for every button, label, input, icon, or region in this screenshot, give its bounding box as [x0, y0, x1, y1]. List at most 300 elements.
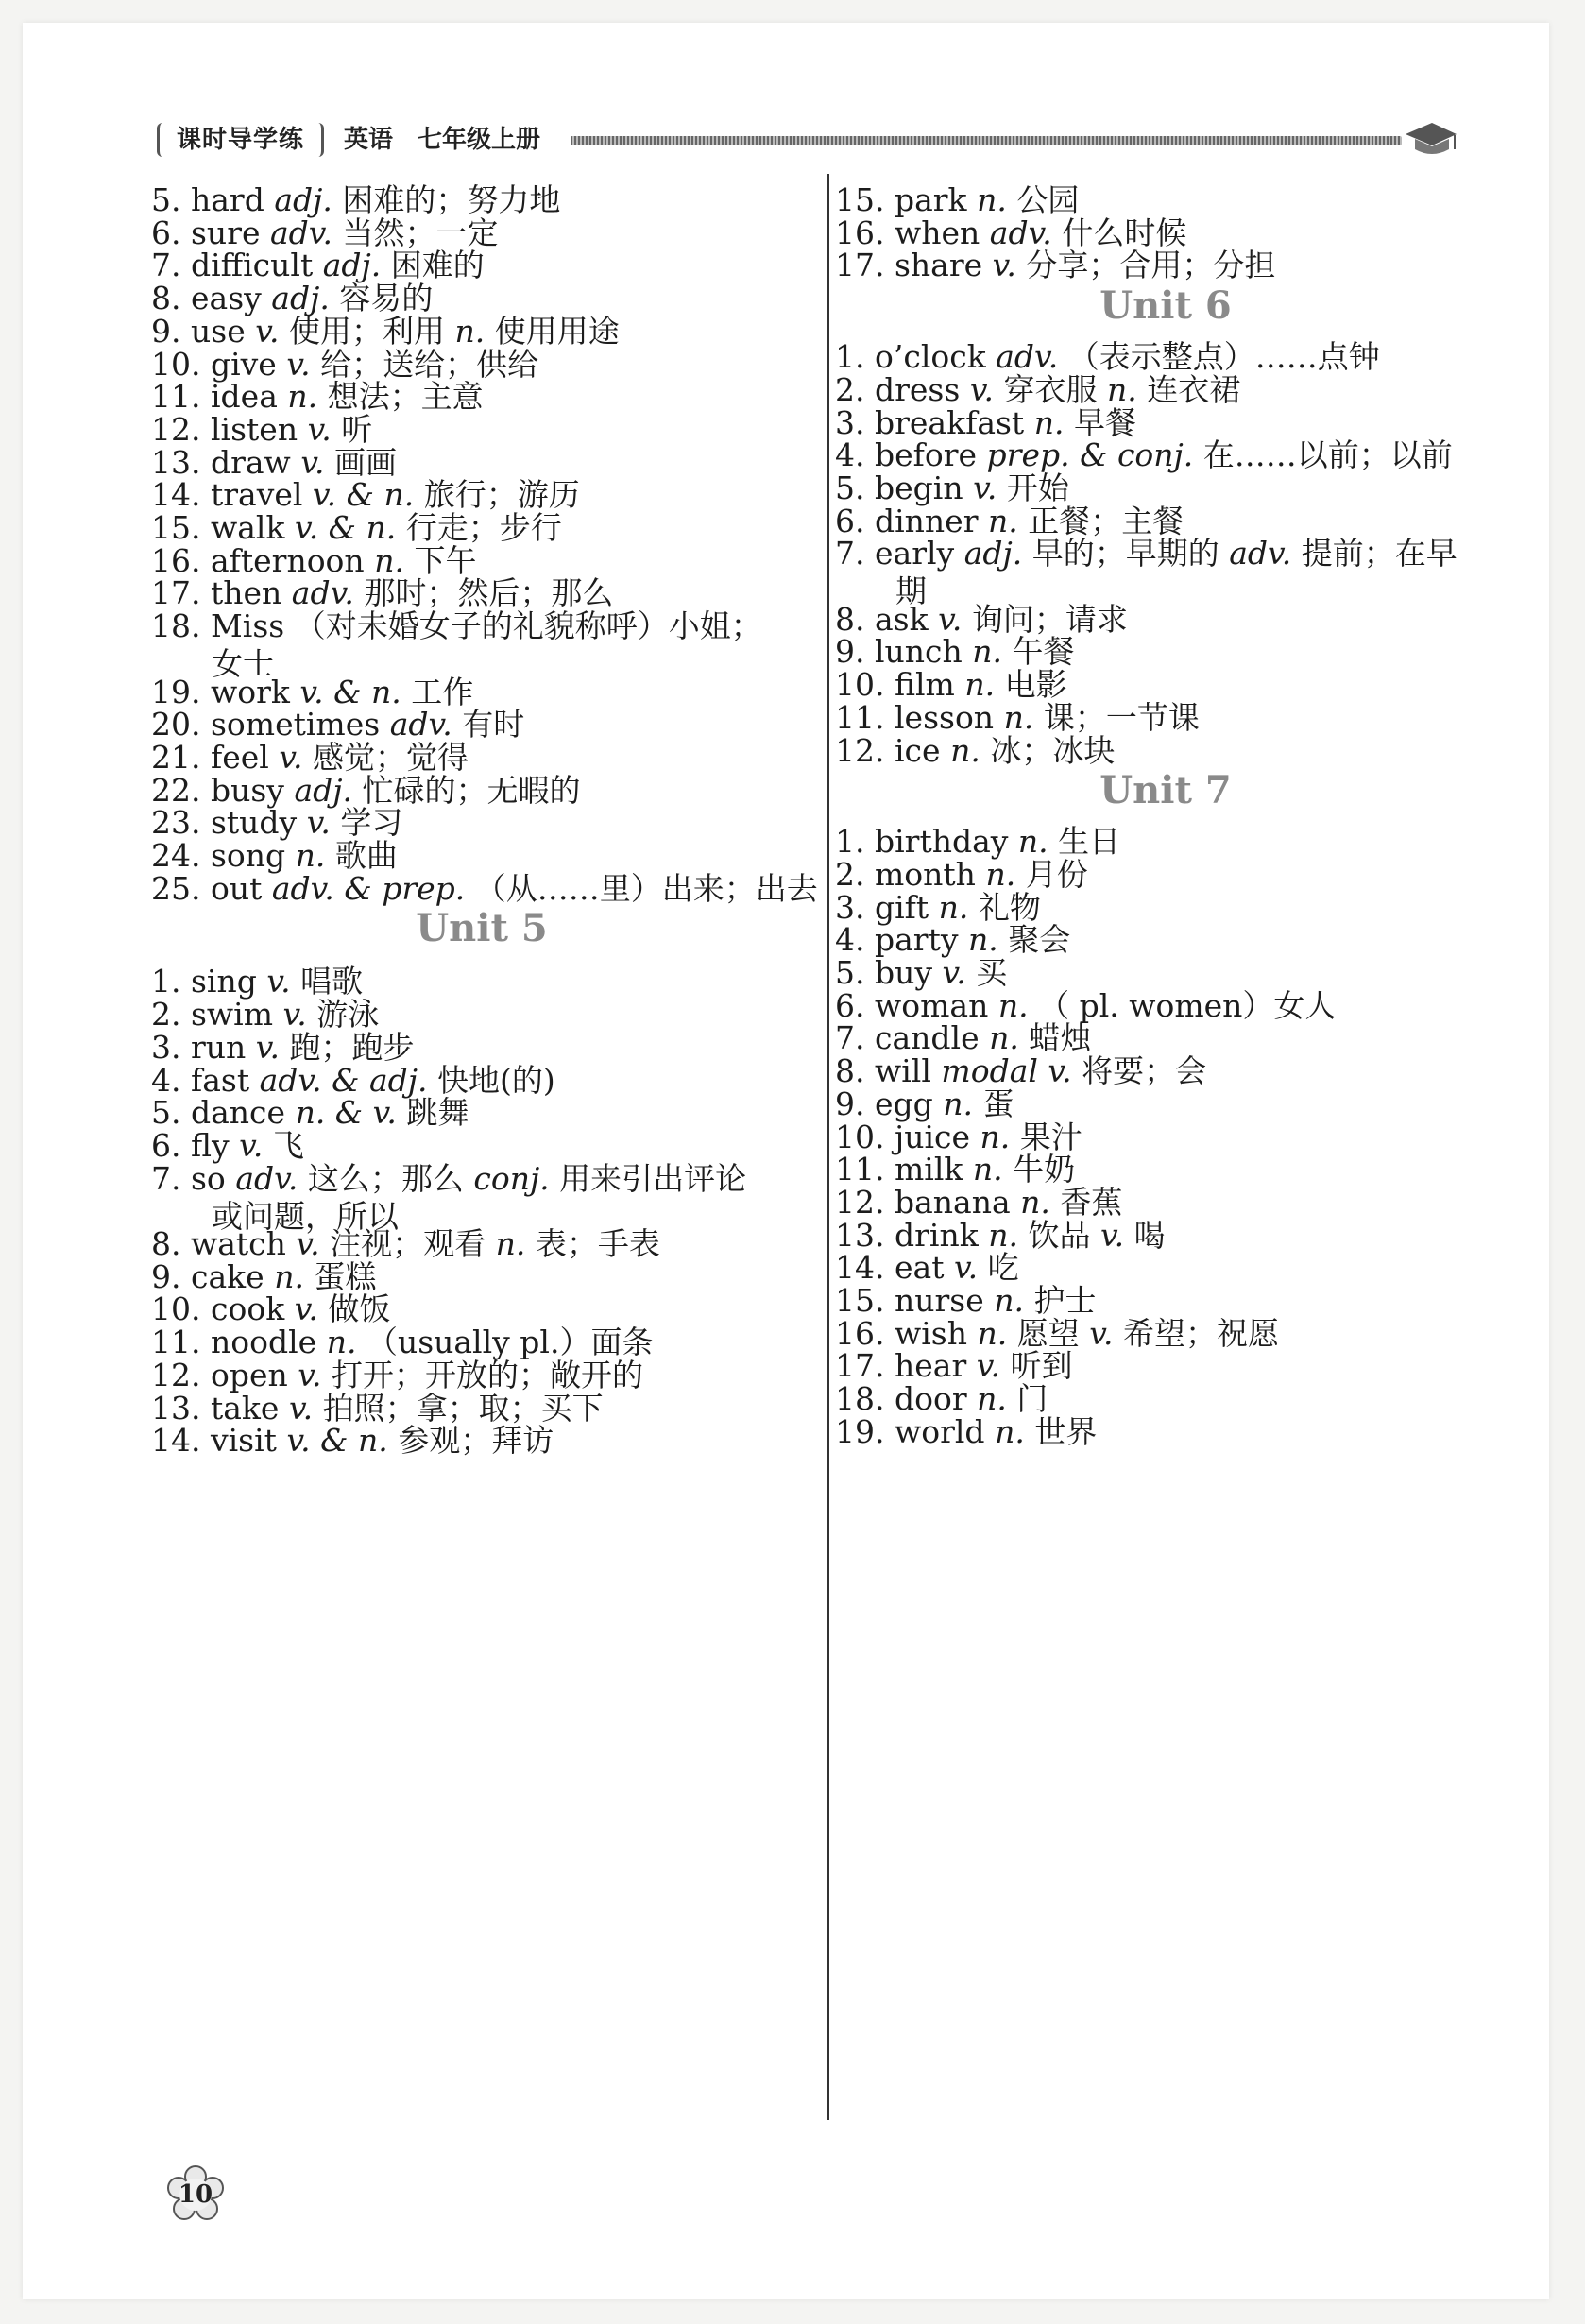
part-of-speech: v.	[942, 954, 966, 991]
entry-definition: 下午	[414, 541, 477, 579]
entry-word: early	[875, 535, 955, 572]
part-of-speech: n.	[972, 1151, 1003, 1188]
entry-word: when	[894, 214, 980, 251]
entry-word: fly	[191, 1126, 230, 1164]
entry-number: 12.	[151, 1356, 201, 1393]
entry-number: 10.	[835, 1118, 885, 1155]
entry-definition: （ pl. women）女人	[1038, 986, 1337, 1024]
entry-definition: 注视；观看	[330, 1225, 486, 1262]
part-of-speech: v.	[973, 469, 997, 506]
entry-number: 16.	[835, 214, 885, 251]
entry-definition: 什么时候	[1062, 214, 1187, 251]
entry-word: walk	[210, 509, 285, 546]
entry-definition: 公园	[1016, 181, 1080, 218]
part-of-speech: adv.	[989, 214, 1052, 251]
entry-number: 12.	[151, 410, 201, 448]
part-of-speech: n.	[1003, 698, 1034, 736]
part-of-speech: n.	[977, 181, 1007, 218]
part-of-speech: v. & n.	[294, 509, 397, 546]
part-of-speech: n.	[274, 1257, 304, 1295]
entry-definition: 开始	[1006, 469, 1069, 506]
entry-word: world	[894, 1412, 985, 1450]
entry-definition: 那时；然后；那么	[364, 574, 614, 612]
entry-word: banana	[894, 1183, 1011, 1221]
entry-definition: 有时	[462, 706, 525, 743]
entry-number: 2.	[151, 996, 181, 1034]
part-of-speech: n.	[1033, 403, 1065, 441]
entry-word: drink	[894, 1216, 979, 1254]
entry-word: use	[191, 312, 246, 350]
entry-word: ice	[894, 731, 941, 769]
header-rule	[571, 136, 1402, 145]
entry-definition: 聚会	[1008, 921, 1071, 959]
entry-word: cake	[191, 1257, 264, 1295]
entry-number: 14.	[151, 1422, 201, 1460]
part-of-speech: n.	[985, 855, 1016, 893]
part-of-speech-2: conj.	[473, 1159, 550, 1197]
entry-definition: 午餐	[1012, 633, 1075, 671]
entry-definition-2: 使用用途	[494, 312, 620, 350]
entry-number: 8.	[835, 600, 865, 638]
entry-definition: 听	[341, 410, 373, 448]
entry-word: easy	[191, 280, 262, 317]
page-header	[144, 110, 1475, 166]
entry-word: sing	[191, 963, 257, 1000]
entry-word: dress	[875, 370, 961, 408]
entry-word: afternoon	[210, 541, 365, 579]
entry-number: 10.	[151, 345, 201, 383]
entry-word: film	[894, 666, 955, 704]
entry-word: nurse	[894, 1282, 984, 1319]
entry-definition: 感觉；觉得	[313, 738, 469, 776]
entry-definition-2: 希望；祝愿	[1122, 1314, 1279, 1352]
entry-definition: 蛋糕	[314, 1257, 377, 1295]
entry-definition: 门	[1016, 1380, 1048, 1418]
page	[23, 23, 1549, 2299]
entry-definition: 课；一节课	[1043, 698, 1200, 736]
part-of-speech: n.	[977, 1314, 1008, 1352]
entry-definition: 将要；会	[1082, 1052, 1207, 1090]
entry-word: lunch	[875, 633, 963, 671]
entry-number: 23.	[151, 804, 201, 842]
part-of-speech: v.	[296, 1225, 320, 1262]
entry-definition-2: 表；手表	[535, 1225, 660, 1262]
part-of-speech: n.	[1017, 823, 1048, 861]
entry-number: 11.	[151, 1324, 201, 1361]
series-title: 课时导学练	[157, 123, 324, 157]
entry-word: give	[210, 345, 277, 383]
entry-number: 11.	[835, 698, 885, 736]
part-of-speech: v.	[282, 996, 307, 1034]
entry-word: then	[210, 574, 282, 612]
entry-definition-2: 喝	[1133, 1216, 1166, 1254]
entry-number: 17.	[151, 574, 201, 612]
part-of-speech: v.	[288, 1389, 314, 1427]
entry-continuation: 女士	[212, 645, 274, 683]
entry-word: wish	[894, 1314, 967, 1352]
entry-definition: 忙碌的；无暇的	[362, 771, 581, 809]
part-of-speech: adj.	[963, 535, 1023, 572]
entry-definition: 询问；请求	[971, 600, 1128, 638]
entry-number: 15.	[835, 181, 885, 218]
entry-number: 10.	[151, 1290, 201, 1328]
entry-word: work	[210, 673, 290, 710]
entry-word: milk	[894, 1151, 963, 1188]
entry-definition: 飞	[272, 1126, 304, 1164]
entry-word: sure	[191, 214, 261, 251]
entry-word: difficult	[191, 247, 314, 284]
entry-number: 7.	[151, 1159, 181, 1197]
entry-word: run	[191, 1028, 247, 1066]
entry-number: 9.	[151, 312, 181, 350]
entry-number: 2.	[835, 855, 865, 893]
part-of-speech-2: n.	[495, 1225, 526, 1262]
entry-definition: 在……以前；以前	[1202, 436, 1453, 474]
part-of-speech: adj.	[271, 280, 330, 317]
entry-number: 9.	[835, 1085, 865, 1122]
entry-word: gift	[875, 888, 929, 926]
part-of-speech: adv.	[291, 574, 354, 612]
page-number-badge	[166, 2165, 225, 2224]
entry-definition: 跳舞	[406, 1094, 469, 1132]
entry-number: 7.	[835, 535, 865, 572]
entry-definition: 电影	[1004, 666, 1067, 704]
part-of-speech: v.	[953, 1249, 979, 1287]
entry-number: 5.	[151, 181, 181, 218]
entry-number: 13.	[151, 1389, 201, 1427]
entry-definition: 旅行；游历	[423, 476, 580, 514]
entry-word: party	[875, 921, 959, 959]
entry-number: 20.	[151, 706, 201, 743]
entry-definition: 听到	[1010, 1347, 1073, 1385]
part-of-speech: v.	[938, 600, 963, 638]
entry-definition: （从……里）出来；出去	[474, 869, 818, 907]
part-of-speech: n.	[997, 986, 1029, 1024]
entry-word: o’clock	[875, 338, 986, 376]
entry-word: ask	[875, 600, 929, 638]
entry-number: 16.	[151, 541, 201, 579]
entry-continuation: 期	[895, 572, 927, 610]
part-of-speech: n.	[980, 1118, 1011, 1155]
entry-number: 14.	[151, 476, 201, 514]
entry-definition: 月份	[1025, 855, 1088, 893]
entry-word: so	[191, 1159, 226, 1197]
column-divider	[827, 174, 829, 2120]
entry-definition: 拍照；拿；取；买下	[322, 1389, 604, 1427]
graduation-cap-icon	[1402, 117, 1458, 159]
part-of-speech: adj.	[274, 181, 332, 218]
part-of-speech: n.	[943, 1085, 974, 1122]
entry-definition: 蛋	[982, 1085, 1014, 1122]
entry-definition: 早餐	[1073, 403, 1136, 441]
part-of-speech: v.	[298, 1356, 322, 1393]
entry-number: 12.	[835, 731, 885, 769]
part-of-speech: v.	[266, 963, 291, 1000]
entry-number: 16.	[835, 1314, 885, 1352]
entry-word: song	[210, 837, 286, 874]
entry-word: busy	[210, 771, 284, 809]
entry-number: 8.	[151, 1225, 181, 1262]
entry-definition: 世界	[1034, 1412, 1098, 1450]
vocab-entry	[835, 535, 1457, 610]
part-of-speech: v.	[239, 1126, 264, 1164]
part-of-speech-2: n.	[1107, 370, 1137, 408]
part-of-speech: v. & n.	[312, 476, 415, 514]
part-of-speech: v.	[306, 804, 331, 842]
part-of-speech: adj.	[294, 771, 352, 809]
vocab-entry	[151, 607, 762, 683]
entry-word: watch	[191, 1225, 286, 1262]
entry-word: dinner	[875, 502, 979, 539]
entry-word: egg	[875, 1085, 933, 1122]
entry-word: out	[210, 869, 263, 907]
entry-number: 10.	[835, 666, 885, 704]
unit-heading: Unit 5	[416, 906, 548, 951]
part-of-speech: n.	[1020, 1183, 1050, 1221]
entry-number: 9.	[835, 633, 865, 671]
entry-word: draw	[210, 443, 291, 481]
part-of-speech-2: v.	[1089, 1314, 1114, 1352]
entry-word: listen	[210, 410, 298, 448]
entry-definition: 牛奶	[1013, 1151, 1076, 1188]
part-of-speech: v.	[992, 247, 1016, 284]
entry-definition: 快地(的)	[436, 1061, 555, 1099]
part-of-speech: n.	[977, 1380, 1007, 1418]
part-of-speech: n.	[964, 666, 996, 704]
entry-definition: 想法；主意	[327, 378, 484, 416]
unit-heading: Unit 7	[1099, 768, 1232, 813]
entry-definition: （对未婚女子的礼貌称呼）小姐；	[294, 607, 762, 645]
entry-word: idea	[210, 378, 278, 416]
entry-definition: 学习	[340, 804, 403, 842]
entry-definition: 歌曲	[334, 837, 398, 874]
entry-definition: 吃	[987, 1249, 1019, 1287]
entry-number: 6.	[151, 1126, 181, 1164]
part-of-speech: v.	[279, 738, 303, 776]
entry-word: cook	[210, 1290, 285, 1328]
entry-number: 18.	[151, 607, 201, 645]
part-of-speech-2: n.	[454, 312, 486, 350]
entry-word: dance	[191, 1094, 286, 1132]
part-of-speech: adv.	[996, 338, 1059, 376]
entry-definition: 工作	[411, 673, 474, 710]
entry-word: sometimes	[210, 706, 381, 743]
entry-number: 24.	[151, 837, 201, 874]
entry-word: month	[875, 855, 976, 893]
entry-definition: 困难的	[390, 247, 485, 284]
entry-definition: 穿衣服	[1003, 370, 1098, 408]
entry-word: buy	[875, 954, 933, 991]
entry-word: juice	[894, 1118, 971, 1155]
entry-word: hard	[191, 181, 264, 218]
part-of-speech-2: adv.	[1229, 535, 1292, 572]
entry-word: breakfast	[875, 403, 1025, 441]
part-of-speech: v.	[255, 312, 280, 350]
part-of-speech: adv. & adj.	[259, 1061, 428, 1099]
part-of-speech: n.	[995, 1412, 1025, 1450]
part-of-speech: n.	[374, 541, 404, 579]
entry-word: noodle	[210, 1324, 317, 1361]
entry-number: 6.	[151, 214, 181, 251]
entry-definition: 当然；一定	[342, 214, 499, 251]
part-of-speech: n.	[295, 837, 326, 874]
entry-word: begin	[875, 469, 963, 506]
part-of-speech: n.	[988, 502, 1018, 539]
entry-definition: 使用；利用	[288, 312, 445, 350]
entry-definition: 做饭	[328, 1290, 391, 1328]
entry-definition: 分享；合用；分担	[1026, 247, 1276, 284]
entry-word: hear	[894, 1347, 967, 1385]
entry-number: 1.	[835, 823, 865, 861]
entry-definition: 香蕉	[1060, 1183, 1123, 1221]
entry-definition: 行走；步行	[405, 509, 562, 546]
entry-definition: 给；送给；供给	[320, 345, 539, 383]
entry-definition: 游泳	[316, 996, 380, 1034]
entry-number: 22.	[151, 771, 201, 809]
vocab-entry	[151, 870, 818, 908]
entry-definition: 打开；开放的；敞开的	[331, 1356, 643, 1393]
entry-number: 6.	[835, 986, 865, 1024]
entry-word: candle	[875, 1019, 980, 1057]
entry-number: 19.	[835, 1412, 885, 1450]
entry-number: 2.	[835, 370, 865, 408]
entry-number: 4.	[835, 921, 865, 959]
part-of-speech: v.	[294, 1290, 318, 1328]
part-of-speech: v. & n.	[299, 673, 401, 710]
entry-number: 3.	[835, 403, 865, 441]
part-of-speech: n. & v.	[295, 1094, 397, 1132]
entry-number: 3.	[835, 888, 865, 926]
entry-number: 8.	[835, 1052, 865, 1090]
entry-definition: 愿望	[1016, 1314, 1080, 1352]
part-of-speech: adv. & prep.	[271, 869, 466, 907]
part-of-speech: v.	[307, 410, 332, 448]
part-of-speech: n.	[950, 731, 980, 769]
entry-number: 14.	[835, 1249, 885, 1287]
entry-definition: 画画	[334, 443, 398, 481]
part-of-speech: n.	[938, 888, 969, 926]
entry-number: 7.	[151, 247, 181, 284]
vocab-entry	[151, 1160, 746, 1236]
entry-definition: （usually pl.）面条	[366, 1324, 654, 1361]
entry-word: open	[210, 1356, 288, 1393]
entry-word: eat	[894, 1249, 945, 1287]
entry-number: 7.	[835, 1019, 865, 1057]
entry-number: 8.	[151, 280, 181, 317]
part-of-speech: v. & n.	[286, 1422, 388, 1460]
unit-heading: Unit 6	[1099, 283, 1232, 329]
part-of-speech: v.	[286, 345, 311, 383]
part-of-speech: n.	[326, 1324, 357, 1361]
entry-number: 13.	[151, 443, 201, 481]
part-of-speech: n.	[972, 633, 1003, 671]
part-of-speech: n.	[967, 921, 998, 959]
entry-definition: 参观；拜访	[398, 1422, 554, 1460]
entry-number: 18.	[835, 1380, 885, 1418]
vocab-entry	[835, 732, 1115, 770]
part-of-speech: n.	[988, 1216, 1018, 1254]
entry-number: 11.	[835, 1151, 885, 1188]
entry-definition: （表示整点）……点钟	[1067, 338, 1380, 376]
vocab-entry	[835, 1413, 1097, 1451]
entry-word: travel	[210, 476, 303, 514]
entry-word: fast	[191, 1061, 250, 1099]
vocab-entry	[835, 247, 1275, 284]
entry-number: 12.	[835, 1183, 885, 1221]
entry-number: 11.	[151, 378, 201, 416]
entry-word: visit	[210, 1422, 277, 1460]
entry-word: door	[894, 1380, 967, 1418]
entry-word: feel	[210, 738, 269, 776]
part-of-speech: v.	[300, 443, 325, 481]
entry-number: 5.	[835, 469, 865, 506]
entry-definition: 礼物	[978, 888, 1041, 926]
entry-word: swim	[191, 996, 274, 1034]
entry-number: 1.	[835, 338, 865, 376]
entry-number: 15.	[835, 1282, 885, 1319]
part-of-speech: adv.	[270, 214, 333, 251]
part-of-speech: v.	[969, 370, 995, 408]
entry-number: 3.	[151, 1028, 181, 1066]
entry-number: 5.	[151, 1094, 181, 1132]
page-number: 10	[178, 2180, 213, 2209]
part-of-speech: prep. & conj.	[986, 436, 1194, 474]
entry-definition: 困难的；努力地	[342, 181, 561, 218]
entry-word: before	[875, 436, 978, 474]
entry-number: 9.	[151, 1257, 181, 1295]
entry-number: 25.	[151, 869, 201, 907]
entry-number: 21.	[151, 738, 201, 776]
entry-definition: 饮品	[1028, 1216, 1091, 1254]
entry-word: lesson	[894, 698, 995, 736]
entry-word: share	[894, 247, 983, 284]
entry-word: birthday	[875, 823, 1009, 861]
entry-definition: 容易的	[339, 280, 434, 317]
part-of-speech: n.	[994, 1282, 1024, 1319]
entry-continuation: 或问题，所以	[212, 1197, 399, 1235]
part-of-speech: modal v.	[941, 1052, 1072, 1090]
entry-definition: 护士	[1033, 1282, 1097, 1319]
entry-word: woman	[875, 986, 989, 1024]
entry-number: 5.	[835, 954, 865, 991]
entry-word: will	[875, 1052, 931, 1090]
entry-number: 4.	[835, 436, 865, 474]
entry-number: 13.	[835, 1216, 885, 1254]
entry-definition: 果汁	[1019, 1118, 1082, 1155]
entry-definition: 早的；早期的	[1031, 535, 1219, 572]
part-of-speech: v.	[255, 1028, 281, 1066]
entry-definition: 这么；那么	[307, 1159, 464, 1197]
part-of-speech: adv.	[389, 706, 452, 743]
entry-number: 19.	[151, 673, 201, 710]
part-of-speech-2: v.	[1099, 1216, 1125, 1254]
entry-number: 1.	[151, 963, 181, 1000]
entry-word: park	[894, 181, 967, 218]
entry-definition: 唱歌	[300, 963, 364, 1000]
entry-definition: 冰；冰块	[990, 731, 1116, 769]
entry-number: 17.	[835, 1347, 885, 1385]
part-of-speech: adv.	[235, 1159, 298, 1197]
entry-number: 6.	[835, 502, 865, 539]
part-of-speech: n.	[989, 1019, 1019, 1057]
entry-number: 17.	[835, 247, 885, 284]
entry-definition-2: 提前；在早	[1301, 535, 1457, 572]
entry-definition-2: 用来引出评论	[559, 1159, 747, 1197]
part-of-speech: adj.	[322, 247, 382, 284]
part-of-speech: v.	[976, 1347, 1000, 1385]
vocab-entry	[151, 1422, 554, 1460]
entry-word: take	[210, 1389, 280, 1427]
